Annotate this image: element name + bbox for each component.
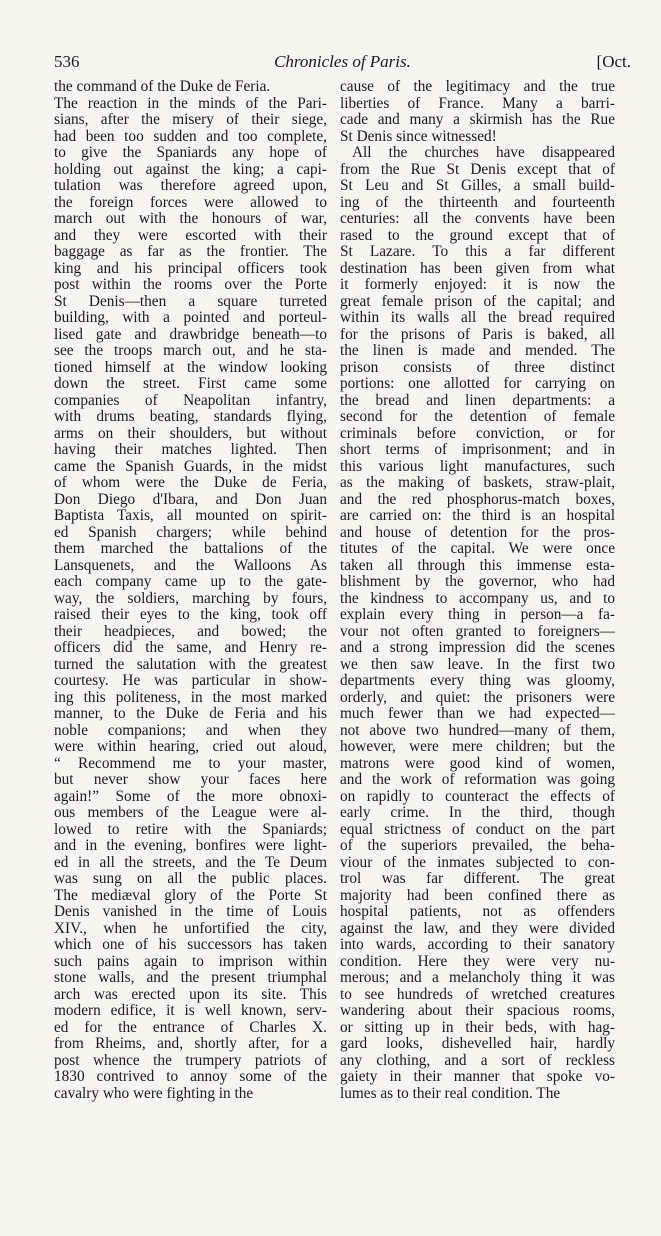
text-line: St Denis since witnessed! <box>340 128 497 145</box>
text-line: St Leu and St Gilles, a small build- <box>340 178 615 194</box>
text-line: arch was erected upon its site. This <box>54 986 327 1003</box>
text-line: ous members of the League were al- <box>54 805 327 821</box>
text-line: and the red phosphorus-match boxes, <box>340 491 615 508</box>
text-line: noble companions; and when they <box>54 722 327 739</box>
text-line: were within hearing, cried out aloud, <box>54 739 327 755</box>
text-line: was sung on all the public places. <box>54 871 327 887</box>
text-line: orderly, and quiet: the prisoners were <box>340 689 615 706</box>
text-line: trol was far different. The great <box>340 871 615 887</box>
text-line: or sitting up in their beds, with hag- <box>340 1019 615 1036</box>
text-line: ed for the entrance of Charles X. <box>54 1019 327 1036</box>
text-line: prison consists of three distinct <box>340 359 615 376</box>
text-line: sians, after the misery of their siege, <box>54 112 327 128</box>
text-line: such pains again to imprison within <box>54 953 327 970</box>
text-line: liberties of France. Many a barri- <box>340 95 615 112</box>
text-line: again!” Some of the more obnoxi- <box>54 788 327 805</box>
text-line: The reaction in the minds of the Pari- <box>54 95 327 112</box>
text-line: departments every thing was gloomy, <box>340 673 615 689</box>
text-line: early crime. In the third, though <box>340 805 615 821</box>
text-line: from Rheims, and, shortly after, for a <box>54 1036 327 1052</box>
text-line: St Denis—then a square turreted <box>54 293 327 310</box>
text-line: on rapidly to counteract the effects of <box>340 788 615 805</box>
text-line: blishment by the governor, who had <box>340 574 615 590</box>
text-line: Don Diego d'Ibara, and Don Juan <box>54 491 327 508</box>
text-line: and in the evening, bonfires were light- <box>54 838 327 854</box>
text-line: this various light manufactures, such <box>340 458 615 475</box>
text-line: short terms of imprisonment; and in <box>340 442 615 458</box>
text-line: stone walls, and the present triumphal <box>54 970 327 986</box>
text-line: ed Spanish chargers; while behind <box>54 524 327 541</box>
text-line: way, the soldiers, marching by fours, <box>54 590 327 607</box>
text-line: of the superiors prevailed, the beha- <box>340 838 615 854</box>
text-line: within its walls all the bread required <box>340 310 615 326</box>
text-line: ed in all the streets, and the Te Deum <box>54 854 327 871</box>
text-line: criminals before conviction, or for <box>340 425 615 442</box>
text-line: matrons were good kind of women, <box>340 755 615 772</box>
text-line: explain every thing in person—a fa- <box>340 607 615 623</box>
text-line: raised their eyes to the king, took off <box>54 607 327 623</box>
text-line: we then saw leave. In the first two <box>340 656 615 673</box>
text-line: them marched the battalions of the <box>54 541 327 557</box>
text-line: officers did the same, and Henry re- <box>54 640 327 656</box>
text-line: second for the detention of female <box>340 409 615 425</box>
text-line: ing of the thirteenth and fourteenth <box>340 194 615 211</box>
running-title: Chronicles of Paris. <box>274 52 411 71</box>
text-line: post within the rooms over the Porte <box>54 277 327 293</box>
text-line: came the Spanish Guards, in the midst <box>54 458 327 475</box>
text-line: for the prisons of Paris is baked, all <box>340 326 615 343</box>
text-line: equal strictness of conduct on the part <box>340 821 615 838</box>
text-line: vour not often granted to foreigners— <box>340 623 615 640</box>
text-line: cade and many a skirmish has the Rue <box>340 112 615 128</box>
running-month: [Oct. <box>596 52 631 71</box>
text-line: 1830 contrived to annoy some of the <box>54 1069 327 1085</box>
text-line: see the troops march out, and he sta- <box>54 343 327 359</box>
text-line: condition. Here they were very nu- <box>340 953 615 970</box>
text-line: great female prison of the capital; and <box>340 293 615 310</box>
text-line: portions: one allotted for carrying on <box>340 376 615 392</box>
left-text-column <box>54 79 327 1102</box>
text-line: lumes as to their real condition. The <box>340 1085 561 1102</box>
text-line: companies of Neapolitan infantry, <box>54 392 327 409</box>
text-line: which one of his successors has taken <box>54 937 327 953</box>
text-line: building, with a pointed and porteul- <box>54 310 327 326</box>
text-line: having their matches lighted. Then <box>54 442 327 458</box>
text-line: the command of the Duke de Feria. <box>54 79 271 95</box>
text-line: of whom were the Duke de Feria, <box>54 475 327 491</box>
text-line: but never show your faces here <box>54 772 327 788</box>
text-line: taken all through this immense esta- <box>340 557 615 574</box>
text-line: as the making of baskets, straw-plait, <box>340 475 615 491</box>
text-line: lised gate and drawbridge beneath—to <box>54 326 327 343</box>
running-header <box>54 52 631 76</box>
text-line: and the work of reformation was going <box>340 772 615 788</box>
text-line: however, were mere children; but the <box>340 739 615 755</box>
text-line: gaiety in their manner that spoke vo- <box>340 1069 615 1085</box>
text-line: “ Recommend me to your master, <box>54 755 327 772</box>
text-line: XIV., when he unfortified the city, <box>54 920 327 937</box>
text-line: the foreign forces were allowed to <box>54 194 327 211</box>
text-line: destination has been given from what <box>340 260 615 277</box>
text-line: The mediæval glory of the Porte St <box>54 887 327 904</box>
text-line: are carried on: the third is an hospital <box>340 508 615 524</box>
text-line: manner, to the Duke de Feria and his <box>54 706 327 722</box>
text-line: wandering about their spacious rooms, <box>340 1003 615 1019</box>
text-line: the linen is made and mended. The <box>340 343 615 359</box>
text-line: and house of detention for the pros- <box>340 524 615 541</box>
text-line: king and his principal officers took <box>54 260 327 277</box>
text-line: lowed to retire with the Spaniards; <box>54 821 327 838</box>
text-line: centuries: all the convents have been <box>340 211 615 227</box>
text-line: viour of the inmates subjected to con- <box>340 854 615 871</box>
text-line: tulation was therefore agreed upon, <box>54 178 327 194</box>
text-line: to give the Spaniards any hope of <box>54 145 327 161</box>
text-line: merous; and a melancholy thing it was <box>340 970 615 986</box>
text-line: majority had been confined there as <box>340 887 615 904</box>
text-line: cavalry who were fighting in the <box>54 1085 254 1102</box>
text-line: into wards, according to their sanatory <box>340 937 615 953</box>
text-line: not above two hundred—many of them, <box>340 722 615 739</box>
text-line: post whence the trumpery patriots of <box>54 1052 327 1069</box>
text-line: each company came up to the gate- <box>54 574 327 590</box>
text-line: gard looks, dishevelled hair, hardly <box>340 1036 615 1052</box>
text-line: ing this politeness, in the most marked <box>54 689 327 706</box>
text-line: their headpieces, and bowed; the <box>54 623 327 640</box>
text-line: and they were escorted with their <box>54 227 327 244</box>
text-line: cause of the legitimacy and the true <box>340 79 615 95</box>
text-line: with drums beating, standards flying, <box>54 409 327 425</box>
text-line: Lansquenets, and the Walloons As <box>54 557 327 574</box>
text-line: tioned himself at the window looking <box>54 359 327 376</box>
text-line: holding out against the king; a capi- <box>54 161 327 178</box>
text-line: courtesy. He was particular in show- <box>54 673 327 689</box>
text-line: the bread and linen departments: a <box>340 392 615 409</box>
text-line: it formerly enjoyed: it is now the <box>340 277 615 293</box>
text-line: against the law, and they were divided <box>340 920 615 937</box>
text-line: the kindness to accompany us, and to <box>340 590 615 607</box>
text-line: march out with the honours of war, <box>54 211 327 227</box>
text-line: All the churches have disappeared <box>352 145 615 161</box>
text-line: arms on their shoulders, but without <box>54 425 327 442</box>
text-line: modern edifice, it is well known, serv- <box>54 1003 327 1019</box>
text-line: from the Rue St Denis except that of <box>340 161 615 178</box>
page-number: 536 <box>54 52 80 71</box>
text-line: much fewer than we had expected— <box>340 706 615 722</box>
text-line: Baptista Taxis, all mounted on spirit- <box>54 508 327 524</box>
text-line: titutes of the capital. We were once <box>340 541 615 557</box>
text-line: to see hundreds of wretched creatures <box>340 986 615 1003</box>
right-text-column <box>340 79 615 1102</box>
text-line: any clothing, and a sort of reckless <box>340 1052 615 1069</box>
text-line: down the street. First came some <box>54 376 327 392</box>
text-line: rased to the ground except that of <box>340 227 615 244</box>
text-line: turned the salutation with the greatest <box>54 656 327 673</box>
text-line: and a strong impression did the scenes <box>340 640 615 656</box>
text-line: had been too sudden and too complete, <box>54 128 327 145</box>
text-line: Denis vanished in the time of Louis <box>54 904 327 920</box>
text-line: baggage as far as the frontier. The <box>54 244 327 260</box>
text-line: St Lazare. To this a far different <box>340 244 615 260</box>
text-line: hospital patients, not as offenders <box>340 904 615 920</box>
